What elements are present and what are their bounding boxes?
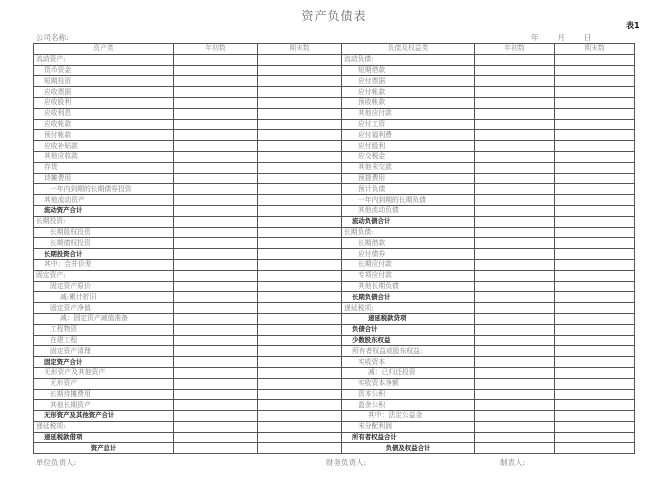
assets-closing-cell	[258, 432, 342, 443]
right-item-label: 长期借款	[342, 238, 475, 249]
liabilities-opening-cell	[475, 119, 555, 130]
liabilities-opening-cell	[475, 378, 555, 389]
assets-opening-cell	[174, 249, 258, 260]
liabilities-closing-cell	[555, 324, 635, 335]
table-row	[34, 216, 635, 227]
liabilities-opening-cell	[475, 421, 555, 432]
liabilities-opening-cell	[475, 411, 555, 422]
table-row	[34, 141, 635, 152]
assets-opening-cell	[174, 65, 258, 76]
assets-closing-cell	[258, 108, 342, 119]
page-title: 资产负债表	[301, 9, 367, 23]
left-item-label: 存货	[34, 162, 174, 173]
assets-closing-cell	[258, 324, 342, 335]
left-item-label: 无形资产及其他资产	[34, 367, 174, 378]
table-row	[34, 108, 635, 119]
right-item-label: 其他应付款	[342, 108, 475, 119]
assets-opening-cell	[174, 173, 258, 184]
assets-opening-cell	[174, 216, 258, 227]
left-item-label: 固定资产净值	[34, 303, 174, 314]
liabilities-closing-cell	[555, 151, 635, 162]
day-label: 日	[583, 33, 592, 42]
liabilities-opening-cell	[475, 303, 555, 314]
table-row	[34, 259, 635, 270]
liabilities-opening-cell	[475, 54, 555, 65]
assets-opening-cell	[174, 184, 258, 195]
assets-closing-cell	[258, 173, 342, 184]
table-row	[34, 227, 635, 238]
liabilities-opening-cell	[475, 432, 555, 443]
left-item-label: 固定资产:	[34, 270, 174, 281]
right-item-label: 递延税项:	[342, 303, 475, 314]
left-item-label: 流动资产:	[34, 54, 174, 65]
table-row	[34, 205, 635, 216]
table-row	[34, 270, 635, 281]
assets-opening-cell	[174, 324, 258, 335]
liabilities-closing-cell	[555, 411, 635, 422]
assets-opening-cell	[174, 130, 258, 141]
assets-opening-cell	[174, 195, 258, 206]
year-label: 年	[531, 33, 539, 42]
table-row	[34, 335, 635, 346]
left-item-label: 减:累计折旧	[34, 292, 174, 303]
left-item-label: 一年内到期的长期债券投资	[34, 184, 174, 195]
assets-opening-cell	[174, 313, 258, 324]
assets-closing-cell	[258, 411, 342, 422]
assets-opening-cell	[174, 346, 258, 357]
left-item-label: 应收票据	[34, 87, 174, 98]
liabilities-closing-cell	[555, 87, 635, 98]
liabilities-opening-cell	[475, 367, 555, 378]
assets-closing-cell	[258, 76, 342, 87]
left-item-label: 应收股利	[34, 97, 174, 108]
assets-closing-cell	[258, 97, 342, 108]
assets-opening-cell	[174, 87, 258, 98]
liabilities-closing-cell	[555, 162, 635, 173]
assets-opening-cell	[174, 400, 258, 411]
liabilities-opening-cell	[475, 195, 555, 206]
assets-closing-cell	[258, 65, 342, 76]
left-item-label: 长期投资:	[34, 216, 174, 227]
left-item-label: 待摊费用	[34, 173, 174, 184]
assets-closing-cell	[258, 357, 342, 368]
table-row	[34, 303, 635, 314]
left-item-label: 减：固定资产减值准备	[34, 313, 174, 324]
right-item-label: 流动负债:	[342, 54, 475, 65]
right-item-label: 长期负债:	[342, 227, 475, 238]
left-item-label: 无形资产及其他资产合计	[34, 411, 174, 422]
table-row	[34, 238, 635, 249]
assets-opening-cell	[174, 411, 258, 422]
left-item-label: 长期投资合计	[34, 249, 174, 260]
table-row	[34, 389, 635, 400]
liabilities-opening-cell	[475, 292, 555, 303]
liabilities-closing-cell	[555, 76, 635, 87]
company-name-label: 公司名称:	[36, 33, 69, 42]
liabilities-opening-cell	[475, 216, 555, 227]
assets-closing-cell	[258, 346, 342, 357]
left-item-label: 固定资产原价	[34, 281, 174, 292]
right-item-label: 短期借款	[342, 65, 475, 76]
table-row	[34, 281, 635, 292]
table-row	[34, 346, 635, 357]
right-item-label: 长期应付款	[342, 259, 475, 270]
liabilities-closing-cell	[555, 389, 635, 400]
liabilities-closing-cell	[555, 281, 635, 292]
liabilities-opening-cell	[475, 184, 555, 195]
header-liabilities-opening: 年初数	[475, 44, 555, 55]
right-item-label: 应付帐款	[342, 87, 475, 98]
right-item-label: 其他流动负债	[342, 205, 475, 216]
left-item-label: 长期股权投资	[34, 227, 174, 238]
table-row	[34, 195, 635, 206]
assets-opening-cell	[174, 367, 258, 378]
liabilities-opening-cell	[475, 346, 555, 357]
table-row	[34, 76, 635, 87]
right-item-label: 实收资本	[342, 357, 475, 368]
liabilities-closing-cell	[555, 184, 635, 195]
liabilities-closing-cell	[555, 238, 635, 249]
left-item-label: 在建工程	[34, 335, 174, 346]
right-item-label: 盈余公积	[342, 400, 475, 411]
assets-closing-cell	[258, 303, 342, 314]
right-item-label: 减：已归还投资	[342, 367, 475, 378]
left-item-label: 长期债权投资	[34, 238, 174, 249]
liabilities-closing-cell	[555, 367, 635, 378]
unit-head-label: 单位负责人:	[36, 458, 77, 467]
table-row	[34, 65, 635, 76]
assets-closing-cell	[258, 195, 342, 206]
left-item-label: 流动资产合计	[34, 205, 174, 216]
assets-closing-cell	[258, 162, 342, 173]
liabilities-opening-cell	[475, 65, 555, 76]
left-item-label: 无形资产	[34, 378, 174, 389]
liabilities-closing-cell	[555, 227, 635, 238]
assets-closing-cell	[258, 313, 342, 324]
liabilities-opening-cell	[475, 324, 555, 335]
liabilities-closing-cell	[555, 249, 635, 260]
header-liabilities-equity: 负债及权益类	[342, 44, 475, 55]
liabilities-opening-cell	[475, 400, 555, 411]
liabilities-closing-cell	[555, 335, 635, 346]
assets-closing-cell	[258, 119, 342, 130]
left-item-label: 长期待摊费用	[34, 389, 174, 400]
liabilities-opening-cell	[475, 227, 555, 238]
left-item-label: 应收利息	[34, 108, 174, 119]
liabilities-closing-cell	[555, 141, 635, 152]
assets-closing-cell	[258, 443, 342, 454]
assets-opening-cell	[174, 292, 258, 303]
assets-closing-cell	[258, 227, 342, 238]
liabilities-closing-cell	[555, 357, 635, 368]
right-item-label: 其他长期负债	[342, 281, 475, 292]
left-item-label: 固定资产合计	[34, 357, 174, 368]
liabilities-closing-cell	[555, 65, 635, 76]
table-row	[34, 292, 635, 303]
liabilities-closing-cell	[555, 130, 635, 141]
right-item-label: 应付债券	[342, 249, 475, 260]
finance-head-label: 财务负责人:	[326, 458, 367, 467]
right-item-label: 应付福利费	[342, 130, 475, 141]
liabilities-closing-cell	[555, 195, 635, 206]
liabilities-closing-cell	[555, 313, 635, 324]
assets-opening-cell	[174, 119, 258, 130]
assets-closing-cell	[258, 281, 342, 292]
assets-closing-cell	[258, 259, 342, 270]
right-item-label: 流动负债合计	[342, 216, 475, 227]
liabilities-opening-cell	[475, 87, 555, 98]
assets-opening-cell	[174, 227, 258, 238]
liabilities-opening-cell	[475, 108, 555, 119]
right-item-label: 负债合计	[342, 324, 475, 335]
table-row	[34, 313, 635, 324]
assets-closing-cell	[258, 270, 342, 281]
right-item-label: 所有者权益或股东权益:	[342, 346, 475, 357]
assets-closing-cell	[258, 249, 342, 260]
assets-closing-cell	[258, 54, 342, 65]
left-item-label: 递延税项:	[34, 421, 174, 432]
liabilities-closing-cell	[555, 54, 635, 65]
assets-closing-cell	[258, 421, 342, 432]
liabilities-opening-cell	[475, 357, 555, 368]
table-number: 表1	[626, 21, 640, 30]
table-row	[34, 54, 635, 65]
assets-closing-cell	[258, 335, 342, 346]
right-item-label: 未分配利润	[342, 421, 475, 432]
assets-opening-cell	[174, 162, 258, 173]
left-item-label: 资产总计	[34, 443, 174, 454]
table-row	[34, 151, 635, 162]
assets-opening-cell	[174, 238, 258, 249]
table-row	[34, 97, 635, 108]
left-item-label: 其他长期资产	[34, 400, 174, 411]
liabilities-opening-cell	[475, 238, 555, 249]
right-item-label: 应付票据	[342, 76, 475, 87]
assets-closing-cell	[258, 367, 342, 378]
liabilities-opening-cell	[475, 151, 555, 162]
assets-closing-cell	[258, 400, 342, 411]
liabilities-opening-cell	[475, 141, 555, 152]
assets-opening-cell	[174, 281, 258, 292]
right-item-label: 预提费用	[342, 173, 475, 184]
table-row	[34, 432, 635, 443]
assets-opening-cell	[174, 421, 258, 432]
right-item-label: 其他未交款	[342, 162, 475, 173]
right-item-label: 应交税金	[342, 151, 475, 162]
left-item-label: 货币资金	[34, 65, 174, 76]
assets-closing-cell	[258, 141, 342, 152]
preparer-label: 制表人:	[500, 458, 526, 467]
liabilities-opening-cell	[475, 130, 555, 141]
assets-closing-cell	[258, 130, 342, 141]
liabilities-closing-cell	[555, 378, 635, 389]
liabilities-opening-cell	[475, 97, 555, 108]
liabilities-opening-cell	[475, 443, 555, 454]
assets-closing-cell	[258, 292, 342, 303]
left-item-label: 应收补贴款	[34, 141, 174, 152]
left-item-label: 其他应收款	[34, 151, 174, 162]
assets-opening-cell	[174, 335, 258, 346]
right-item-label: 应付工资	[342, 119, 475, 130]
table-row	[34, 378, 635, 389]
liabilities-closing-cell	[555, 432, 635, 443]
assets-opening-cell	[174, 259, 258, 270]
liabilities-opening-cell	[475, 389, 555, 400]
left-item-label: 固定资产清理	[34, 346, 174, 357]
liabilities-closing-cell	[555, 259, 635, 270]
liabilities-opening-cell	[475, 281, 555, 292]
right-item-label: 负债及权益合计	[342, 443, 475, 454]
left-item-label: 工程物资	[34, 324, 174, 335]
table-row	[34, 324, 635, 335]
table-row	[34, 130, 635, 141]
right-item-label: 一年内到期的长期负债	[342, 195, 475, 206]
assets-opening-cell	[174, 151, 258, 162]
assets-opening-cell	[174, 97, 258, 108]
table-row	[34, 184, 635, 195]
assets-opening-cell	[174, 270, 258, 281]
assets-closing-cell	[258, 216, 342, 227]
liabilities-closing-cell	[555, 97, 635, 108]
table-row	[34, 400, 635, 411]
right-item-label: 预收帐款	[342, 97, 475, 108]
assets-opening-cell	[174, 389, 258, 400]
left-item-label: 应收帐款	[34, 119, 174, 130]
liabilities-closing-cell	[555, 205, 635, 216]
table-row	[34, 119, 635, 130]
liabilities-closing-cell	[555, 216, 635, 227]
left-item-label: 短期投资	[34, 76, 174, 87]
month-label: 月	[557, 33, 565, 42]
left-item-label: 其他流动资产	[34, 195, 174, 206]
liabilities-closing-cell	[555, 292, 635, 303]
assets-opening-cell	[174, 141, 258, 152]
right-item-label: 递延税款贷项	[342, 313, 475, 324]
liabilities-opening-cell	[475, 335, 555, 346]
assets-opening-cell	[174, 108, 258, 119]
right-item-label: 实收资本净额	[342, 378, 475, 389]
balance-sheet-table	[33, 43, 635, 454]
liabilities-closing-cell	[555, 443, 635, 454]
assets-opening-cell	[174, 303, 258, 314]
left-item-label: 预付帐款	[34, 130, 174, 141]
assets-closing-cell	[258, 151, 342, 162]
table-row	[34, 249, 635, 260]
table-row	[34, 87, 635, 98]
right-item-label: 预计负债	[342, 184, 475, 195]
liabilities-opening-cell	[475, 173, 555, 184]
right-item-label: 所有者权益合计	[342, 432, 475, 443]
assets-closing-cell	[258, 378, 342, 389]
liabilities-opening-cell	[475, 313, 555, 324]
assets-opening-cell	[174, 54, 258, 65]
liabilities-closing-cell	[555, 173, 635, 184]
liabilities-opening-cell	[475, 270, 555, 281]
left-item-label: 递延税款借项	[34, 432, 174, 443]
assets-opening-cell	[174, 378, 258, 389]
right-item-label: 少数股东权益	[342, 335, 475, 346]
right-item-label: 应付股利	[342, 141, 475, 152]
right-item-label: 资本公积	[342, 389, 475, 400]
header-assets: 资产类	[34, 44, 174, 55]
header-assets-closing: 期末数	[258, 44, 342, 55]
assets-opening-cell	[174, 432, 258, 443]
liabilities-closing-cell	[555, 303, 635, 314]
left-item-label: 其中：合并价差	[34, 259, 174, 270]
liabilities-opening-cell	[475, 259, 555, 270]
date-line	[531, 32, 608, 43]
assets-opening-cell	[174, 76, 258, 87]
header-assets-opening: 年初数	[174, 44, 258, 55]
liabilities-closing-cell	[555, 108, 635, 119]
assets-closing-cell	[258, 184, 342, 195]
table-row	[34, 443, 635, 454]
right-item-label: 专项应付款	[342, 270, 475, 281]
table-row	[34, 357, 635, 368]
assets-closing-cell	[258, 205, 342, 216]
table-row	[34, 367, 635, 378]
assets-opening-cell	[174, 205, 258, 216]
assets-opening-cell	[174, 443, 258, 454]
liabilities-closing-cell	[555, 346, 635, 357]
liabilities-opening-cell	[475, 76, 555, 87]
assets-closing-cell	[258, 389, 342, 400]
header-liabilities-closing: 期末数	[555, 44, 635, 55]
liabilities-opening-cell	[475, 162, 555, 173]
table-row	[34, 421, 635, 432]
table-row	[34, 173, 635, 184]
liabilities-closing-cell	[555, 119, 635, 130]
assets-closing-cell	[258, 238, 342, 249]
liabilities-closing-cell	[555, 400, 635, 411]
right-item-label: 长期负债合计	[342, 292, 475, 303]
table-header-row	[34, 44, 635, 55]
assets-opening-cell	[174, 357, 258, 368]
assets-closing-cell	[258, 87, 342, 98]
liabilities-closing-cell	[555, 270, 635, 281]
liabilities-closing-cell	[555, 421, 635, 432]
table-row	[34, 162, 635, 173]
table-row	[34, 411, 635, 422]
liabilities-opening-cell	[475, 205, 555, 216]
liabilities-opening-cell	[475, 249, 555, 260]
right-item-label: 其中：法定公益金	[342, 411, 475, 422]
